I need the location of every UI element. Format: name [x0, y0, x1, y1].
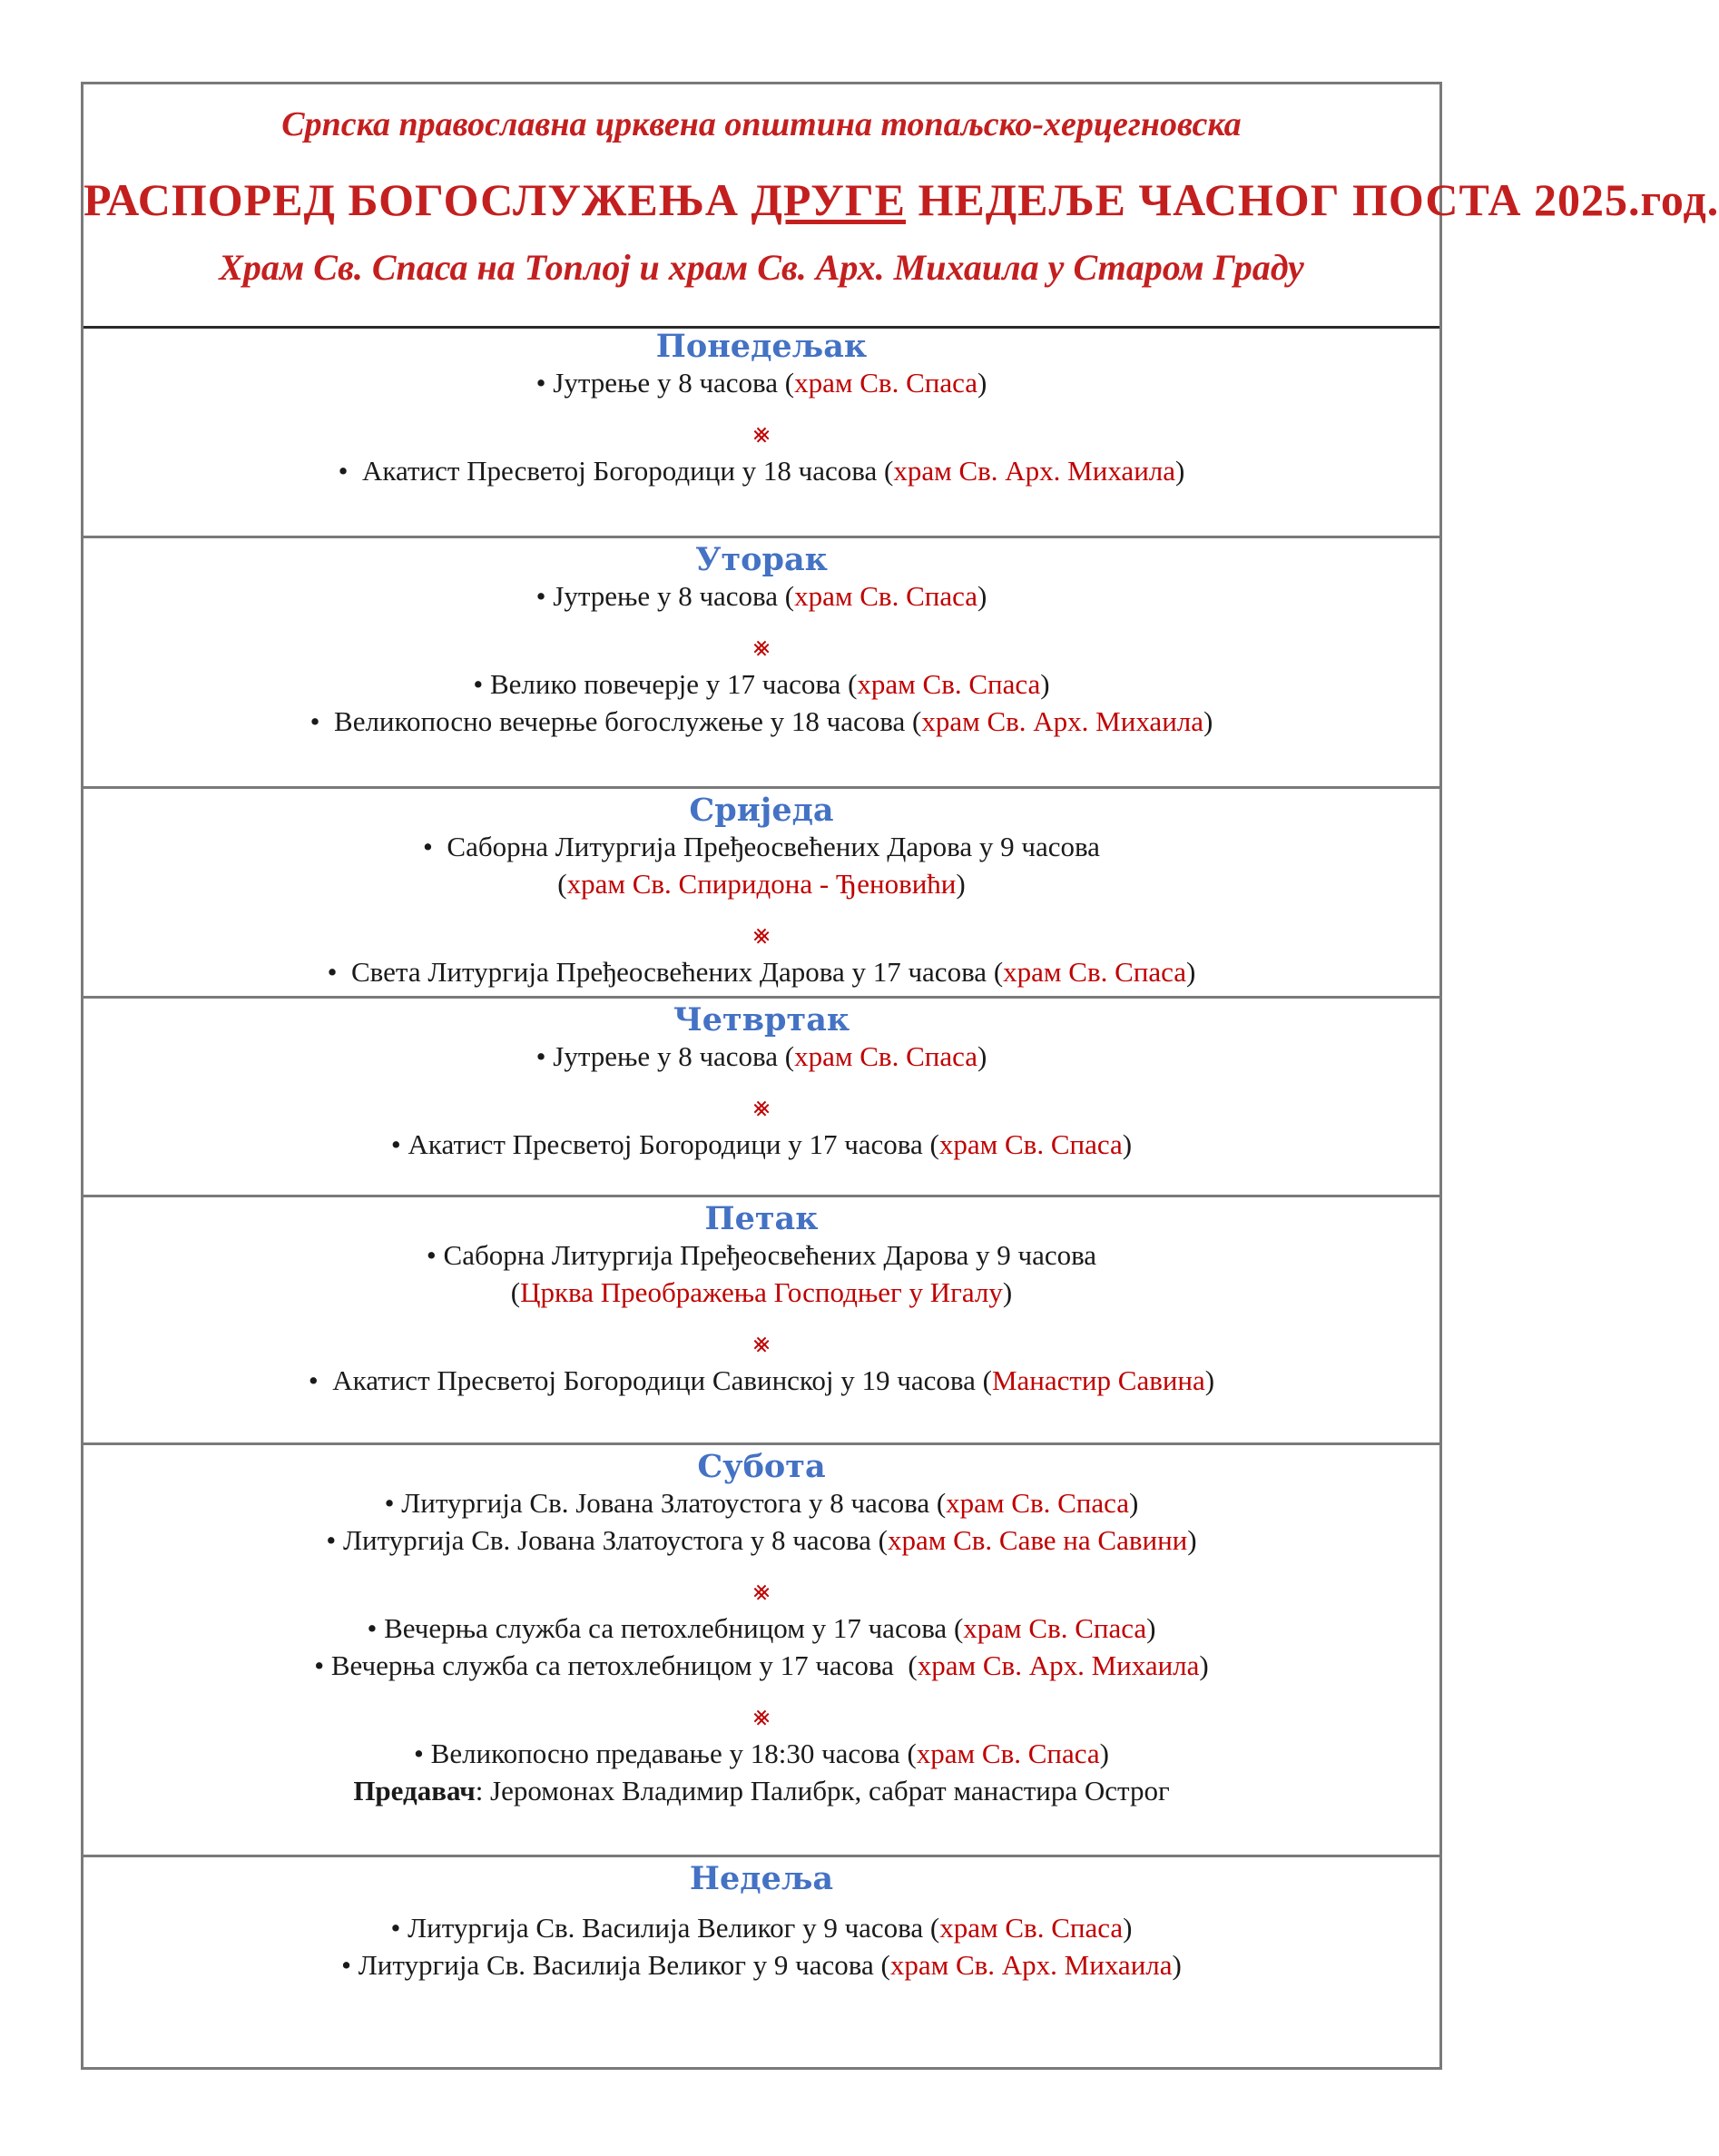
service-text: Саборна Литургија Пређеосвећених Дарова у 9 часова: [447, 831, 1100, 862]
service-place: храм Св. Арх. Михаила: [889, 1949, 1173, 1981]
service-line: • Великопосно предавање у 18:30 часова (храм Св. Спаса): [414, 1738, 1109, 1769]
service-place: храм Св. Спаса: [938, 1128, 1123, 1160]
service-text: Литургија Св. Јована Златоустога у 8 часова: [343, 1524, 871, 1556]
service-place: храм Св. Спаса: [794, 580, 977, 612]
row-divider: [83, 996, 1439, 999]
service-text: Велико повечерје у 17 часова: [489, 668, 841, 700]
ornament-icon: ⨳: [752, 919, 771, 950]
service-line: • Акатист Пресветој Богородици у 17 часова (храм Св. Спаса): [390, 1128, 1133, 1160]
service-place: храм Св. Спаса: [794, 367, 977, 399]
title-part-2: НЕДЕЉЕ ЧАСНОГ ПОСТА 2025.год.: [906, 174, 1719, 225]
row-divider: [83, 1442, 1439, 1445]
service-place: храм Св. Спиридона - Ђеновићи: [566, 868, 957, 900]
day-sunday: Недеља: [689, 1860, 834, 1897]
row-divider: [83, 786, 1439, 789]
ornament-icon: ⨳: [752, 1327, 771, 1359]
day-friday: Петак: [704, 1200, 819, 1237]
bullet: •: [384, 1487, 395, 1519]
service-place: храм Св. Саве на Савини: [887, 1524, 1188, 1556]
service-place-line: (храм Св. Спиридона - Ђеновићи): [557, 868, 966, 900]
service-place: храм Св. Арх. Михаила: [917, 1649, 1200, 1681]
service-line: [83, 1239, 1439, 1272]
service-line: • Вечерња служба са петохлебницом у 17 часова (храм Св. Арх. Михаила): [314, 1649, 1209, 1681]
day-thursday: Четвртак: [673, 1001, 850, 1039]
service-text: Света Литургија Пређеосвећених Дарова у 17 часова: [351, 956, 987, 988]
bullet: •: [309, 705, 320, 737]
bullet: •: [326, 1524, 337, 1556]
service-text: Саборна Литургија Пређеосвећених Дарова у 9 часова: [443, 1239, 1097, 1271]
day-saturday: Субота: [697, 1448, 826, 1485]
service-place-line: (Црква Преображења Господњег у Игалу): [510, 1276, 1013, 1308]
schedule-title: [83, 173, 1719, 226]
service-text: Вечерња служба са петохлебницом у 17 часова: [330, 1649, 894, 1681]
ornament-icon: ⨳: [752, 1091, 771, 1123]
service-line: • Вечерња служба са петохлебницом у 17 часова (храм Св. Спаса): [367, 1612, 1156, 1644]
bullet: •: [535, 367, 546, 399]
lecturer-line: [83, 1775, 1439, 1807]
bullet: •: [367, 1612, 378, 1644]
ornament-icon: ⨳: [752, 1700, 771, 1732]
service-text: Јутрење у 8 часова: [553, 580, 779, 612]
service-place: храм Св. Арх. Михаила: [921, 705, 1204, 737]
row-divider: [83, 1195, 1439, 1197]
churches-subtitle: Храм Св. Спаса на Топлој и храм Св. Арх. Михаила у Старом Граду: [219, 247, 1304, 288]
service-place: храм Св. Спаса: [939, 1912, 1124, 1944]
service-line: • Литургија Св. Јована Златоустога у 8 часова (храм Св. Саве на Савини): [326, 1524, 1197, 1556]
service-text: Акатист Пресветој Богородици у 18 часова: [362, 455, 878, 487]
bullet: •: [390, 1128, 401, 1160]
service-text: Акатист Пресветој Богородици у 17 часова: [408, 1128, 923, 1160]
title-part-1: РАСПОРЕД БОГОСЛУЖЕЊА: [83, 174, 751, 225]
bullet: •: [535, 1040, 546, 1072]
bullet: •: [535, 580, 546, 612]
schedule-frame: [81, 82, 1719, 2070]
ornament-icon: ⨳: [752, 631, 771, 663]
service-place: храм Св. Спаса: [1003, 956, 1187, 988]
service-line: • Литургија Св. Василија Великог у 9 часова (храм Св. Спаса): [390, 1912, 1133, 1944]
service-place: храм Св. Спаса: [916, 1738, 1100, 1769]
day-tuesday: Уторак: [695, 541, 828, 578]
service-place: храм Св. Спаса: [946, 1487, 1130, 1519]
service-text: Литургија Св. Василија Великог у 9 часова: [408, 1912, 924, 1944]
day-wednesday: Сриједа: [689, 792, 834, 829]
service-place: Црква Преображења Господњег у Игалу: [520, 1276, 1003, 1308]
service-line: • Литургија Св. Василија Великог у 9 часова (храм Св. Арх. Михаила): [341, 1949, 1182, 1981]
service-text: Јутрење у 8 часова: [553, 367, 779, 399]
row-divider: [83, 536, 1439, 538]
service-line: • Јутрење у 8 часова (храм Св. Спаса): [535, 1040, 987, 1072]
service-text: Великопосно предавање у 18:30 часова: [430, 1738, 900, 1769]
service-line: • Света Литургија Пређеосвећених Дарова у 17 часова (храм Св. Спаса): [327, 956, 1196, 988]
service-line: • Јутрење у 8 часова (храм Св. Спаса): [535, 580, 987, 612]
bullet: •: [426, 1239, 437, 1271]
bullet: •: [314, 1649, 325, 1681]
bullet: •: [308, 1364, 319, 1396]
service-text: Јутрење у 8 часова: [553, 1040, 779, 1072]
bullet: •: [341, 1949, 352, 1981]
bullet: •: [423, 831, 433, 862]
service-text: Великопосно вечерње богослужење у 18 часова: [334, 705, 906, 737]
title-underlined-word: ДРУГЕ: [751, 174, 906, 225]
service-place: храм Св. Спаса: [794, 1040, 977, 1072]
schedule-header: [83, 84, 1719, 329]
bullet: •: [473, 668, 484, 700]
service-line: • Акатист Пресветој Богородици Савинској у 19 часова (Манастир Савина): [308, 1364, 1215, 1396]
service-text: Акатист Пресветој Богородици Савинској у 19 часова: [332, 1364, 976, 1396]
service-place: Манастир Савина: [991, 1364, 1205, 1396]
ornament-icon: ⨳: [752, 418, 771, 449]
service-line: • Акатист Пресветој Богородици у 18 часова (храм Св. Арх. Михаила): [338, 455, 1185, 487]
lecturer-label: Предавач: [353, 1775, 476, 1807]
service-line: • Велико повечерје у 17 часова (храм Св. Спаса): [473, 668, 1050, 700]
service-line: • Литургија Св. Јована Златоустога у 8 часова (храм Св. Спаса): [384, 1487, 1139, 1519]
bullet: •: [390, 1912, 401, 1944]
ornament-icon: ⨳: [752, 1575, 771, 1607]
bullet: •: [338, 455, 349, 487]
service-place: храм Св. Спаса: [963, 1612, 1147, 1644]
service-place: храм Св. Арх. Михаила: [893, 455, 1176, 487]
service-text: Вечерња служба са петохлебницом у 17 часова: [384, 1612, 948, 1644]
service-place: храм Св. Спаса: [857, 668, 1041, 700]
row-divider: [83, 1855, 1439, 1857]
lecturer-text: : Јеромонах Владимир Палибрк, сабрат манастира Острог: [475, 1775, 1170, 1807]
service-text: Литургија Св. Василија Великог у 9 часова: [358, 1949, 874, 1981]
service-line: • Великопосно вечерње богослужење у 18 часова (храм Св. Арх. Михаила): [309, 705, 1213, 737]
parish-name: Српска православна црквена општина топаљско-херцегновска: [281, 105, 1242, 143]
bullet: •: [414, 1738, 424, 1769]
service-line: [83, 831, 1439, 863]
service-line: • Јутрење у 8 часова (храм Св. Спаса): [535, 367, 987, 399]
service-text: Литургија Св. Јована Златоустога у 8 часова: [401, 1487, 930, 1519]
bullet: •: [327, 956, 338, 988]
day-monday: Понедељак: [655, 328, 868, 365]
